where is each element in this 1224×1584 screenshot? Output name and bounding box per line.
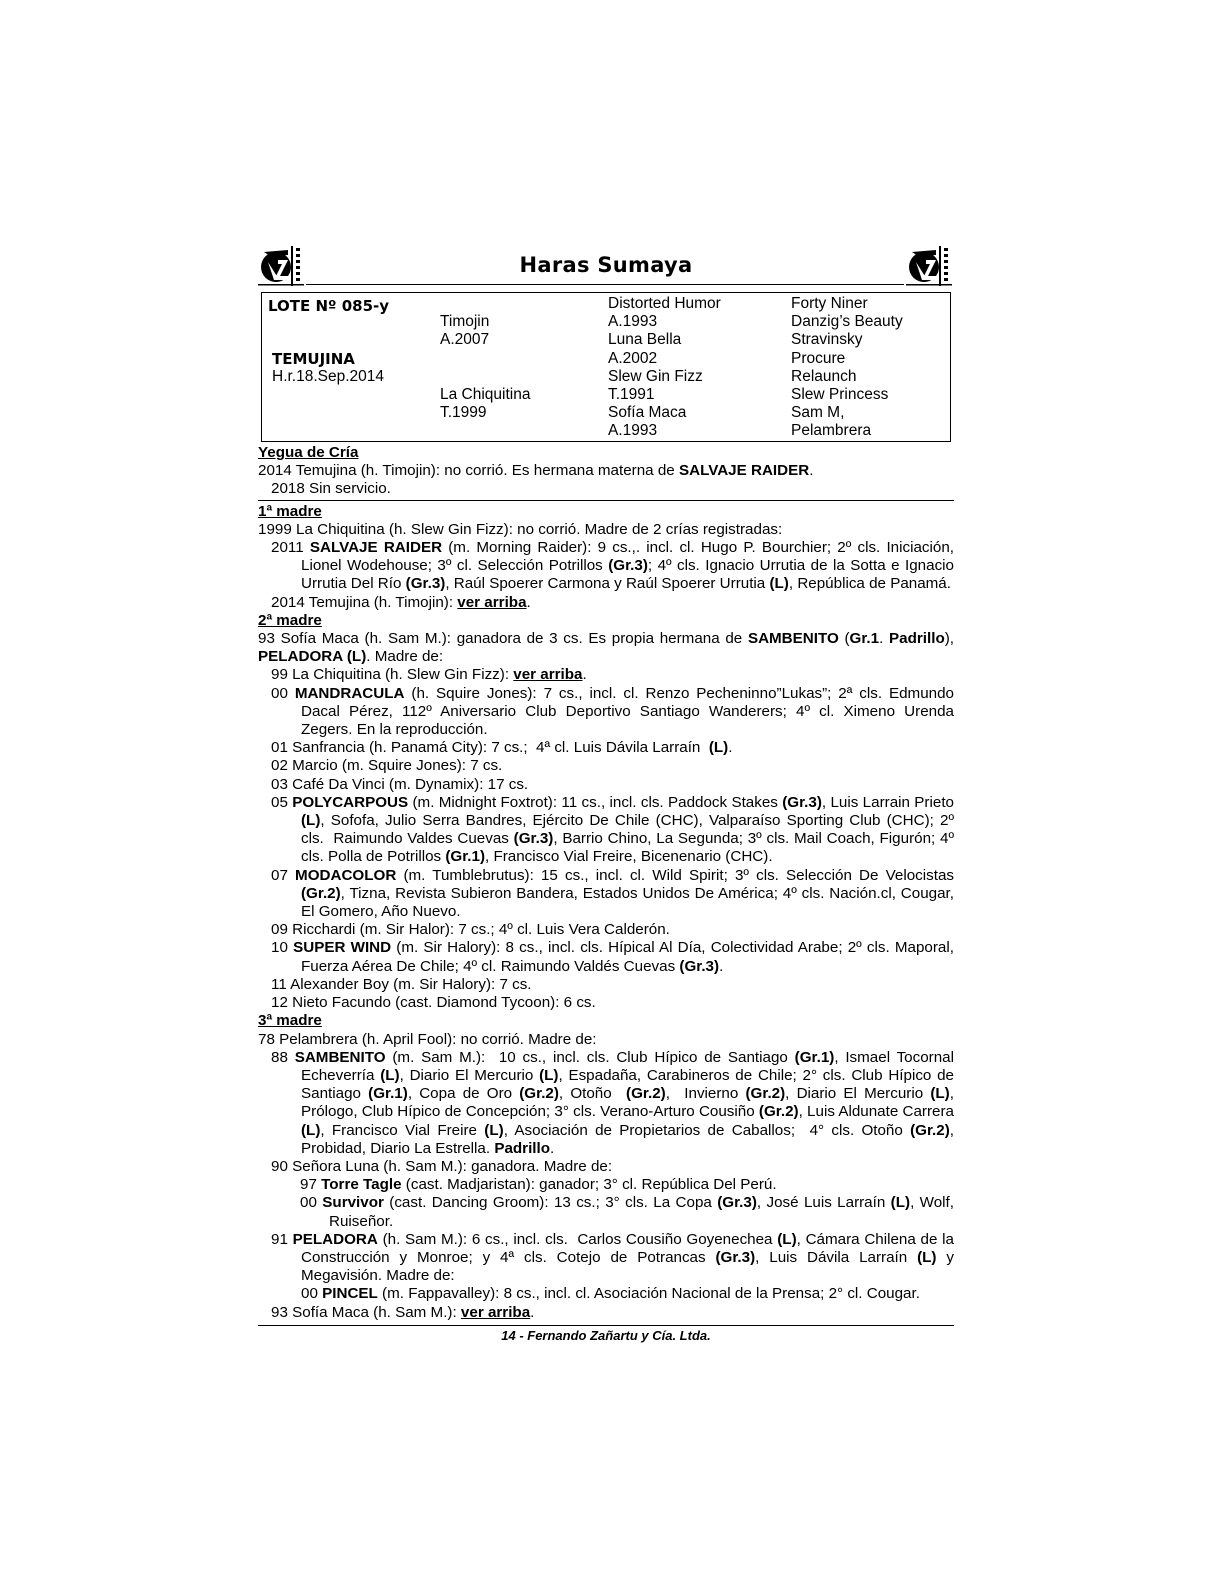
section-heading: 3ª madre: [258, 1012, 322, 1030]
produce-entry: 03 Café Da Vinci (m. Dynamix): 17 cs.: [271, 775, 529, 793]
produce-entry: 07 MODACOLOR (m. Tumblebrutus): 15 cs., incl. cl. Wild Spirit; 3º cls. Selección De Velocistas (Gr.2), Tizna, Revista Subieron Bandera, Estados Unidos De América; 4º cls. Nación.cl, Cougar, El Gomero, Año Nuevo.: [271, 866, 954, 921]
produce-entry: 2011 SALVAJE RAIDER (m. Morning Raider): 9 cs.,. incl. cl. Hugo P. Bourchier; 2º cls. Iniciación, Lionel Wodehouse; 3º cl. Selección Potrillos (Gr.3); 4º cls. Ignacio Urrutia de la Sotta e Ignacio Urrutia Del Río (Gr.3), Raúl Spoerer Carmona y Raúl Spoerer Urrutia (L), República de Panamá.: [271, 539, 954, 593]
sire-name: Timojin: [440, 313, 490, 330]
produce-entry: 00 Survivor (cast. Dancing Groom): 13 cs.; 3° cls. La Copa (Gr.3), José Luis Larraín (L), Wolf, Ruiseñor.: [300, 1194, 954, 1230]
produce-entry: 01 Sanfrancia (h. Panamá City): 7 cs.; 4ª cl. Luis Dávila Larraín (L).: [271, 739, 733, 757]
page-footer: 14 - Fernando Zañartu y Cía. Ltda.: [501, 1327, 711, 1343]
produce-entry: 02 Marcio (m. Squire Jones): 7 cs.: [271, 757, 503, 775]
produce-entry: 99 La Chiquitina (h. Slew Gin Fizz): ver arriba.: [271, 666, 587, 684]
granddam-2: Sofía Maca: [608, 404, 687, 421]
ancestor: Forty Niner: [791, 295, 868, 312]
grandsire-2: Slew Gin Fizz: [608, 368, 703, 385]
footer-divider: [258, 1325, 954, 1326]
lot-number: LOTE Nº 085-y: [268, 297, 390, 315]
grandsire-1-year: A.1993: [608, 313, 658, 330]
ancestor: Stravinsky: [791, 331, 863, 348]
dam-year: T.1999: [440, 404, 487, 421]
produce-entry: 05 POLYCARPOUS (m. Midnight Foxtrot): 11 cs., incl. cls. Paddock Stakes (Gr.3), Luis Larrain Prieto (L), Sofofa, Julio Serra Bandres, Ejército De Chile (CHC), Valparaíso Sporting Club (CHC); 2º cls. Raimundo Valdes Cuevas (Gr.3), Barrio Chino, La Segunda; 3º cls. Mail Coach, Figurón; 4º cls. Polla de Potrillos (Gr.1), Francisco Vial Freire, Bicenenario (CHC).: [271, 793, 954, 866]
page-header: [258, 240, 954, 292]
header-divider: [306, 284, 904, 285]
produce-entry: 12 Nieto Facundo (cast. Diamond Tycoon): 6 cs.: [271, 994, 596, 1012]
produce-entry: 00 PINCEL (m. Fappavalley): 8 cs., incl. cl. Asociación Nacional de la Prensa; 2° cl. Cougar.: [301, 1285, 920, 1303]
grandsire-2-year: T.1991: [608, 386, 655, 403]
text-line: 78 Pelambrera (h. April Fool): no corrió. Madre de:: [258, 1030, 597, 1048]
text-line: 2018 Sin servicio.: [271, 480, 391, 498]
ancestor: Sam M,: [791, 404, 845, 421]
grandsire-1: Distorted Humor: [608, 295, 721, 312]
dam-name: La Chiquitina: [440, 386, 531, 403]
text-line: 1999 La Chiquitina (h. Slew Gin Fizz): no corrió. Madre de 2 crías registradas:: [258, 520, 783, 538]
ancestor: Danzig’s Beauty: [791, 313, 903, 330]
produce-entry: 90 Señora Luna (h. Sam M.): ganadora. Madre de:: [271, 1157, 613, 1175]
ancestor: Relaunch: [791, 368, 857, 385]
horse-name: TEMUJINA: [272, 350, 355, 368]
granddam-2-year: A.1993: [608, 422, 658, 439]
produce-entry: 09 Ricchardi (m. Sir Halor): 7 cs.; 4º cl. Luis Vera Calderón.: [271, 921, 670, 939]
sire-year: A.2007: [440, 331, 490, 348]
ancestor: Procure: [791, 350, 846, 367]
horse-birth: H.r.18.Sep.2014: [272, 368, 385, 385]
section-divider: [258, 500, 954, 501]
stud-logo-icon: [906, 242, 954, 288]
produce-entry: 10 SUPER WIND (m. Sir Halory): 8 cs., incl. cls. Hípical Al Día, Colectividad Arabe; 2º cls. Maporal, Fuerza Aérea De Chile; 4º cl. Raimundo Valdés Cuevas (Gr.3).: [271, 939, 954, 975]
section-heading: Yegua de Cría: [258, 444, 359, 461]
produce-entry: 11 Alexander Boy (m. Sir Halory): 7 cs.: [271, 975, 532, 993]
produce-entry: 93 Sofía Maca (h. Sam M.): ver arriba.: [271, 1303, 535, 1321]
pedigree-box: [261, 292, 951, 442]
produce-entry: 88 SAMBENITO (m. Sam M.): 10 cs., incl. cls. Club Hípico de Santiago (Gr.1), Ismael Tocornal Echeverría (L), Diario El Mercurio (L), Espadaña, Carabineros de Chile; 2° cls. Club Hípico de Santiago (Gr.1), Copa de Oro (Gr.2), Otoño (Gr.2), Invierno (Gr.2), Diario El Mercurio (L), Prólogo, Club Hípico de Concepción; 3° cls. Verano-Arturo Cousiño (Gr.2), Luis Aldunate Carrera (L), Francisco Vial Freire (L), Asociación de Propietarios de Caballos; 4° cls. Otoño (Gr.2), Probidad, Diario La Estrella. Padrillo.: [271, 1048, 955, 1157]
ancestor: Slew Princess: [791, 386, 889, 403]
text-line: 93 Sofía Maca (h. Sam M.): ganadora de 3 cs. Es propia hermana de SAMBENITO (Gr.1. Padrillo), PELADORA (L). Madre de:: [258, 630, 955, 666]
catalog-page: [258, 240, 954, 1343]
granddam-1-year: A.2002: [608, 350, 658, 367]
ancestor: Pelambrera: [791, 422, 872, 439]
granddam-1: Luna Bella: [608, 331, 682, 348]
produce-entry: 97 Torre Tagle (cast. Madjaristan): ganador; 3° cl. República Del Perú.: [300, 1176, 777, 1194]
page-title: Haras Sumaya: [519, 253, 693, 277]
produce-entry: 00 MANDRACULA (h. Squire Jones): 7 cs., incl. cl. Renzo Pecheninno”Lukas”; 2ª cls. Edmundo Dacal Pérez, 112º Aniversario Club Deportivo Santiago Wanderers; 4º cl. Ximeno Urenda Zegers. En la reproducción.: [271, 684, 954, 739]
section-heading: 1ª madre: [258, 502, 322, 520]
section-heading: 2ª madre: [258, 611, 322, 629]
produce-record: [258, 444, 954, 1322]
text-line: 2014 Temujina (h. Timojin): no corrió. Es hermana materna de SALVAJE RAIDER.: [258, 462, 814, 480]
produce-entry: 2014 Temujina (h. Timojin): ver arriba.: [271, 593, 531, 611]
produce-entry: 91 PELADORA (h. Sam M.): 6 cs., incl. cls. Carlos Cousiño Goyenechea (L), Cámara Chilena de la Construcción y Monroe; y 4ª cls. Cotejo de Potrancas (Gr.3), Luis Dávila Larraín (L) y Megavisión. Madre de:: [271, 1230, 954, 1285]
